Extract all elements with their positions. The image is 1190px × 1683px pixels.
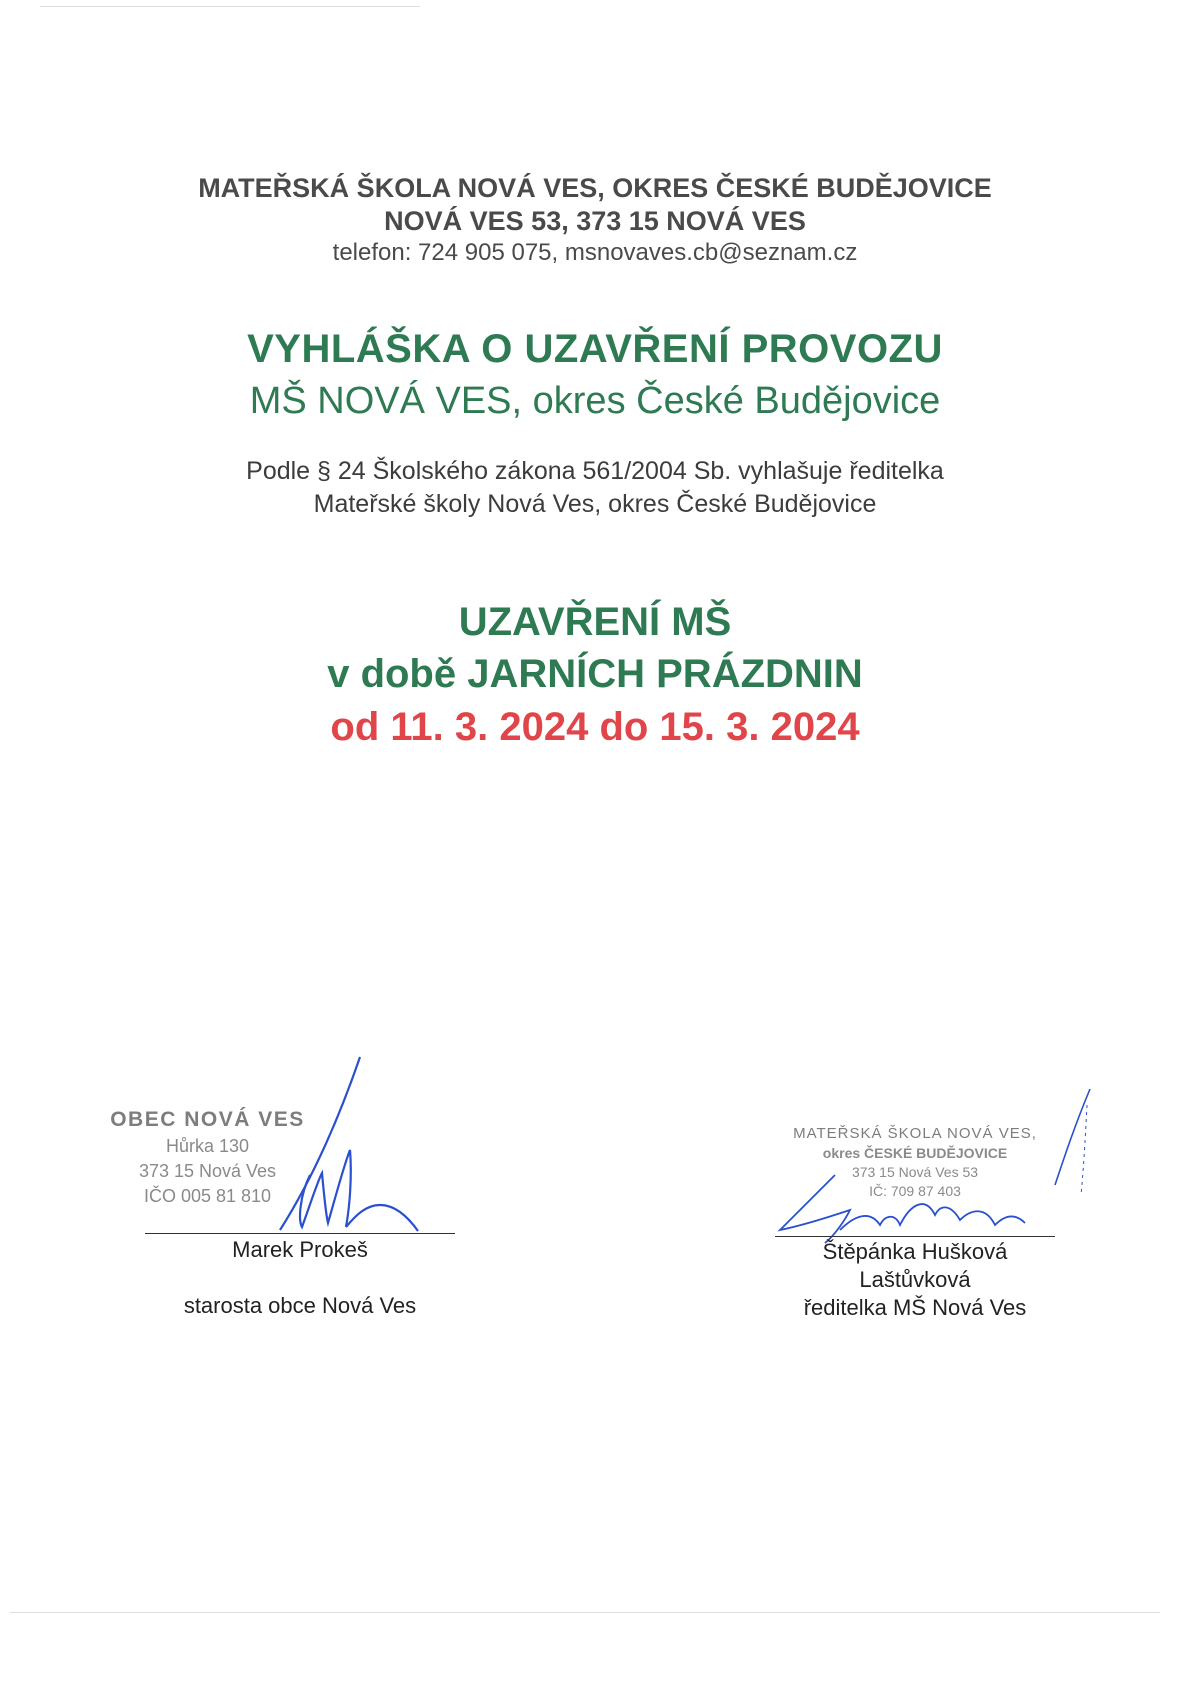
director-signature-line	[775, 1236, 1055, 1237]
stamp-line: 373 15 Nová Ves 53	[851, 1164, 979, 1180]
mayor-role: starosta obce Nová Ves	[183, 1293, 417, 1318]
scan-artifact-bottom	[10, 1612, 1160, 1613]
notice-subtitle: MŠ NOVÁ VES, okres České Budějovice	[249, 380, 941, 422]
school-address: NOVÁ VES 53, 373 15 NOVÁ VES	[384, 206, 806, 236]
mayor-signature	[270, 1055, 440, 1235]
stamp-line: IČO 005 81 810	[143, 1186, 272, 1206]
stamp-line: Hůrka 130	[165, 1136, 250, 1156]
stamp-line: okres ČESKÉ BUDĚJOVICE	[822, 1145, 1008, 1161]
stamp-line: IČ: 709 87 403	[869, 1183, 961, 1199]
closure-heading: UZAVŘENÍ MŠ	[458, 600, 732, 644]
director-surname: Laštůvková	[859, 1267, 971, 1292]
mayor-name: Marek Prokeš	[232, 1237, 368, 1262]
mayor-signature-line	[145, 1233, 455, 1234]
director-signature	[775, 1085, 1095, 1255]
closure-period: v době JARNÍCH PRÁZDNIN	[327, 652, 863, 696]
director-role: ředitelka MŠ Nová Ves	[803, 1295, 1027, 1320]
school-contact: telefon: 724 905 075, msnovaves.cb@seznam.cz	[332, 239, 858, 266]
stamp-line: 373 15 Nová Ves	[138, 1161, 277, 1181]
stamp-title: MATEŘSKÁ ŠKOLA NOVÁ VES,	[793, 1125, 1037, 1142]
director-name: Štěpánka Hušková	[822, 1239, 1008, 1264]
scan-artifact-top	[40, 6, 420, 7]
notice-title: VYHLÁŠKA O UZAVŘENÍ PROVOZU	[247, 327, 943, 371]
intro-line-1: Podle § 24 Školského zákona 561/2004 Sb. vyhlašuje ředitelka	[246, 457, 944, 485]
closure-dates: od 11. 3. 2024 do 15. 3. 2024	[330, 705, 860, 749]
stamp-title: OBEC NOVÁ VES	[110, 1108, 305, 1131]
school-name: MATEŘSKÁ ŠKOLA NOVÁ VES, OKRES ČESKÉ BUDĚJOVICE	[198, 173, 992, 203]
intro-line-2: Mateřské školy Nová Ves, okres České Budějovice	[313, 490, 877, 518]
